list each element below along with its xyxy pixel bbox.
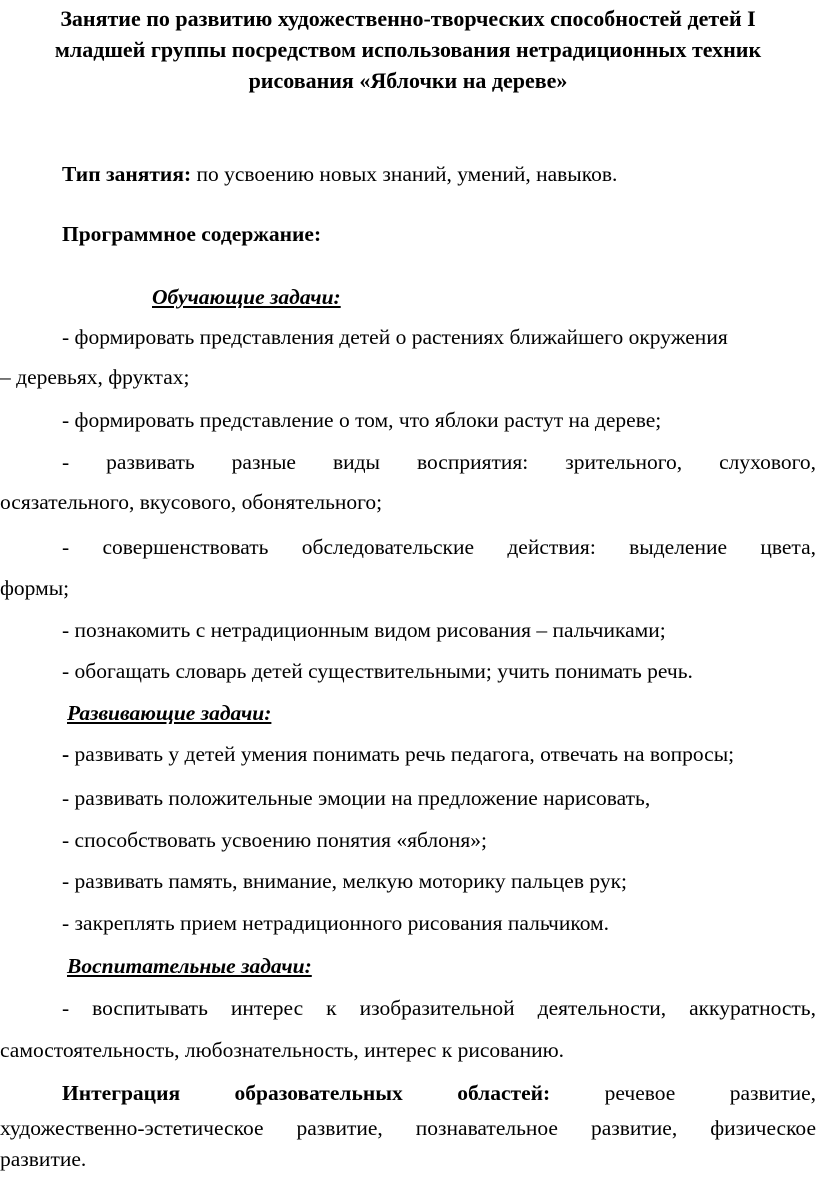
educational-task-1-line-2: самостоятельность, любознательность, интерес к рисованию. bbox=[0, 1038, 565, 1062]
lesson-type-label: Тип занятия: bbox=[62, 162, 192, 186]
developing-task-5: - закреплять прием нетрадиционного рисования пальчиком. bbox=[62, 911, 610, 935]
developing-task-3: - способствовать усвоению понятия «яблоня»; bbox=[62, 828, 487, 852]
document-title bbox=[8, 3, 808, 96]
developing-task-1-dash: - bbox=[62, 742, 70, 766]
teaching-task-5: - познакомить с нетрадиционным видом рисования – пальчиками; bbox=[62, 618, 666, 642]
developing-task-2: - развивать положительные эмоции на предложение нарисовать, bbox=[62, 786, 651, 810]
integration-label: Интеграция образовательных областей: bbox=[62, 1081, 551, 1105]
developing-tasks-heading bbox=[67, 699, 816, 727]
developing-task-1-text: развивать у детей умения понимать речь педагога, отвечать на вопросы; bbox=[74, 742, 735, 766]
integration-value: речевое развитие, bbox=[604, 1081, 816, 1105]
lesson-type-value: по усвоению новых знаний, умений, навыков. bbox=[196, 162, 618, 186]
integration-line-3: развитие. bbox=[0, 1147, 87, 1171]
teaching-tasks-heading-text: Обучающие задачи: bbox=[152, 285, 341, 309]
title-line-2: младшей группы посредством использования нетрадиционных техник bbox=[54, 37, 762, 62]
developing-task-1 bbox=[62, 740, 816, 768]
title-line-1: Занятие по развитию художественно-творческих способностей детей I bbox=[60, 6, 756, 31]
educational-task-1-line-1: - воспитывать интерес к изобразительной деятельности, аккуратность, bbox=[62, 996, 816, 1020]
developing-tasks-heading-text: Развивающие задачи: bbox=[67, 701, 272, 725]
developing-task-4: - развивать память, внимание, мелкую моторику пальцев рук; bbox=[62, 869, 628, 893]
teaching-task-6: - обогащать словарь детей существительными; учить понимать речь. bbox=[62, 659, 693, 683]
integration-line-2: художественно-эстетическое развитие, познавательное развитие, физическое bbox=[0, 1116, 816, 1140]
teaching-task-3-line-2: осязательного, вкусового, обонятельного; bbox=[0, 490, 383, 514]
teaching-task-3-text: развивать разные виды восприятия: зрительного, слухового, bbox=[106, 450, 816, 474]
teaching-task-4-line-1: - совершенствовать обследовательские действия: выделение цвета, bbox=[62, 535, 816, 559]
teaching-task-3-dash: - bbox=[62, 450, 70, 474]
teaching-task-2: - формировать представление о том, что яблоки растут на дереве; bbox=[62, 408, 662, 432]
title-line-3: рисования «Яблочки на дереве» bbox=[248, 68, 568, 93]
teaching-task-1-line-1: - формировать представления детей о растениях ближайшего окружения bbox=[62, 325, 728, 349]
program-content-label: Программное содержание: bbox=[62, 222, 322, 246]
educational-tasks-heading-text: Воспитательные задачи: bbox=[67, 954, 312, 978]
integration-line-1 bbox=[62, 1079, 816, 1107]
educational-tasks-heading bbox=[67, 952, 816, 980]
teaching-task-3-line-1 bbox=[62, 448, 816, 476]
teaching-tasks-heading bbox=[152, 283, 816, 311]
lesson-type-paragraph bbox=[62, 160, 816, 188]
teaching-task-1-line-2: – деревьях, фруктах; bbox=[0, 365, 190, 389]
teaching-task-4-line-2: формы; bbox=[0, 576, 70, 600]
